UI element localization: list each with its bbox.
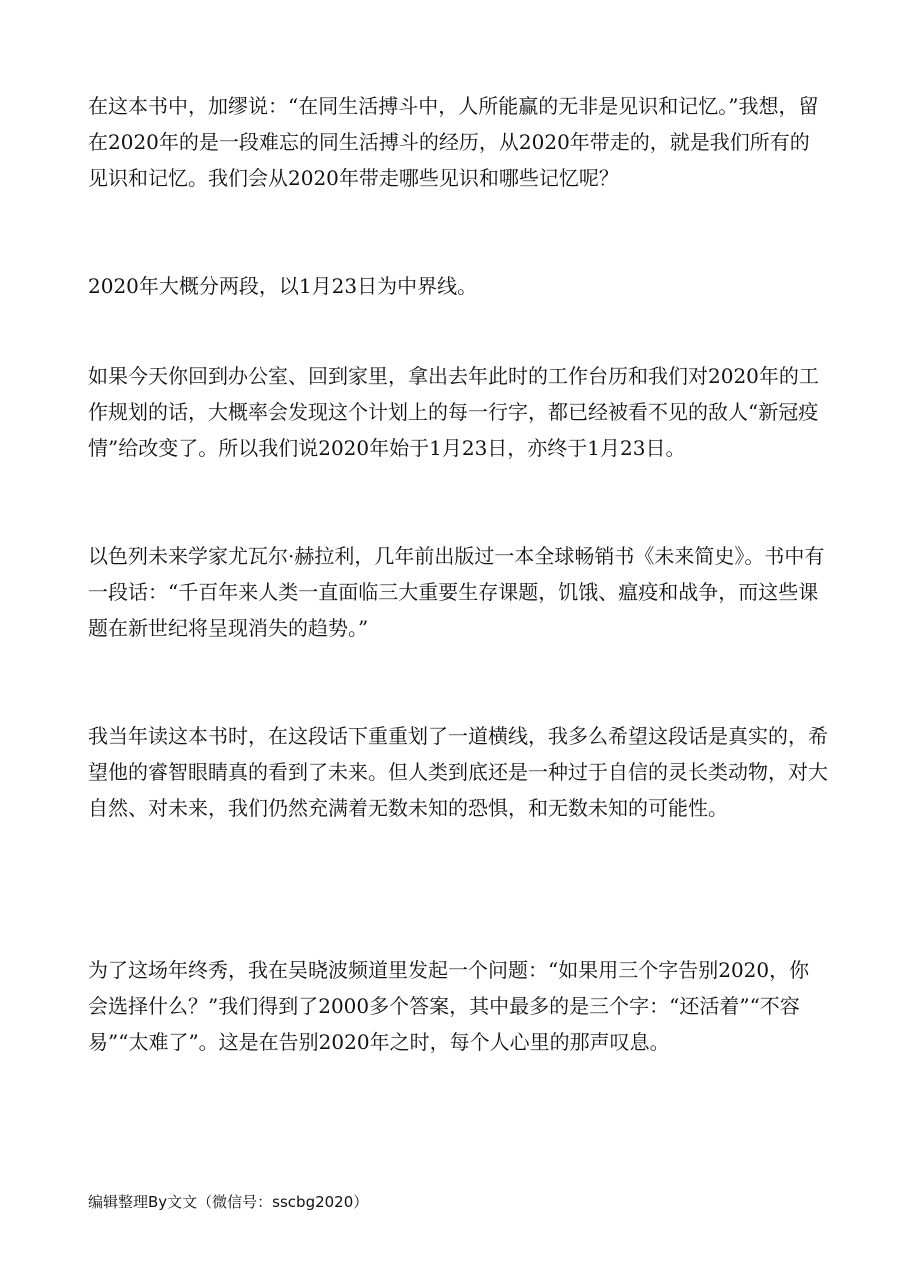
paragraph-reading-memory: 我当年读这本书时，在这段话下重重划了一道横线，我多么希望这段话是真实的，希望他的睿智眼睛真的看到了未来。但人类到底还是一种过于自信的灵长类动物，对大自然、对未来，我们仍然充满着无数未知的恐惧，和无数未知的可能性。	[88, 724, 828, 820]
paragraph-future-history: 以色列未来学家尤瓦尔·赫拉利，几年前出版过一本全球畅销书《未来简史》。书中有一段话：“千百年来人类一直面临三大重要生存课题，饥饿、瘟疫和战争，而这些课题在新世纪将呈现消失的趋势。”	[88, 544, 825, 640]
paragraph-work-calendar: 如果今天你回到办公室、回到家里，拿出去年此时的工作台历和我们对2020年的工作规划的话，大概率会发现这个计划上的每一行字，都已经被看不见的敌人“新冠疫情”给改变了。所以我们说2020年始于1月23日，亦终于1月23日。	[88, 364, 819, 460]
paragraph-dividing-line: 2020年大概分两段，以1月23日为中界线。	[88, 274, 478, 298]
editor-credit: 编辑整理By文文（微信号：sscbg2020）	[88, 1193, 369, 1211]
paragraph-camus-quote: 在这本书中，加缪说：“在同生活搏斗中，人所能赢的无非是见识和记忆。”我想，留在2020年的是一段难忘的同生活搏斗的经历，从2020年带走的，就是我们所有的见识和记忆。我们会从2020年带走哪些见识和哪些记忆呢？	[88, 94, 819, 190]
paragraph-year-end-show: 为了这场年终秀，我在吴晓波频道里发起一个问题：“如果用三个字告别2020，你会选择什么？”我们得到了2000多个答案，其中最多的是三个字：“还活着”“不容易”“太难了”。这是在告别2020年之时，每个人心里的那声叹息。	[88, 958, 810, 1054]
